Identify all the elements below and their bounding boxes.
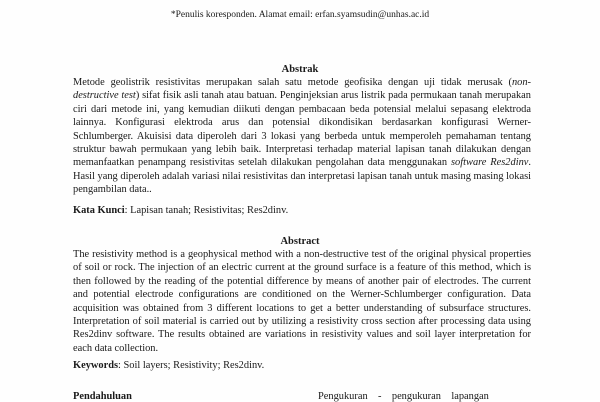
abstrak-paragraph [73,76,531,197]
kata-kunci-value: : Lapisan tanah; Resistivitas; Res2dinv. [124,205,289,216]
corresponding-author-footnote: *Penulis koresponden. Alamat email: erfan.syamsudin@unhas.ac.id [170,10,430,20]
right-column-text-start: Pengukuran - pengukuran lapangan [318,391,489,402]
kata-kunci-line [73,205,288,216]
abstrak-text-part3: . Hasil yang diperoleh adalah variasi nilai resistivitas dan interpretasi lapisan tanah untuk masing masing lokasi pengambilan data.. [73,157,532,196]
keywords-value: : Soil layers; Resistivity; Res2dinv. [118,360,265,371]
abstrak-italic-term-1: non-destructive test [73,77,531,102]
keywords-line [73,360,264,371]
abstract-paragraph: The resistivity method is a geophysical method with a non-destructive test of the original physical properties of soil or rock. The injection of an electric current at the ground surface is a feature of this method, which is then followed by the reading of the potential difference by means of another pair of electrodes. The current and potential electrode configurations are conditioned on the Werner-Schlumberger configuration. Data acquisition was obtained from 3 different locations to get a better understanding of subsurface structures. Interpretation of soil material is carried out by utilizing a resistivity cross section after processing data using Res2dinv software. The results obtained are variations in resistivity values and soil layer interpretation for each data collection. [73,249,531,354]
abstract-heading: Abstract [280,236,320,247]
kata-kunci-label: Kata Kunci [73,205,125,216]
abstrak-italic-term-2: software Res2dinv [451,157,529,169]
keywords-label: Keywords [73,360,119,371]
abstrak-text-part1: Metode geolistrik resistivitas merupakan salah satu metode geofisika dengan uji tidak merusak ( [73,77,512,88]
abstrak-heading: Abstrak [281,64,319,75]
abstrak-text-part2: ) sifat fisik asli tanah atau batuan. Penginjeksian arus listrik pada permukaan tanah merupakan ciri dari metode ini, yang kemudian diikuti dengan pembacaan beda potensial melalui sepasang elektroda lainnya. Konfigurasi elektroda arus dan potensial dikondisikan berdasarkan konfigurasi Werner-Schlumberger. Akuisisi data diperoleh dari 3 lokasi yang berbeda untuk memperoleh pemahaman tentang struktur bawah permukaan yang lebih baik. Interpretasi terhadap material lapisan tanah dilakukan dengan memanfaatkan penampang resistivitas setelah dilakukan pengolahan data menggunakan [73,90,531,169]
pendahuluan-heading: Pendahuluan [73,391,132,402]
